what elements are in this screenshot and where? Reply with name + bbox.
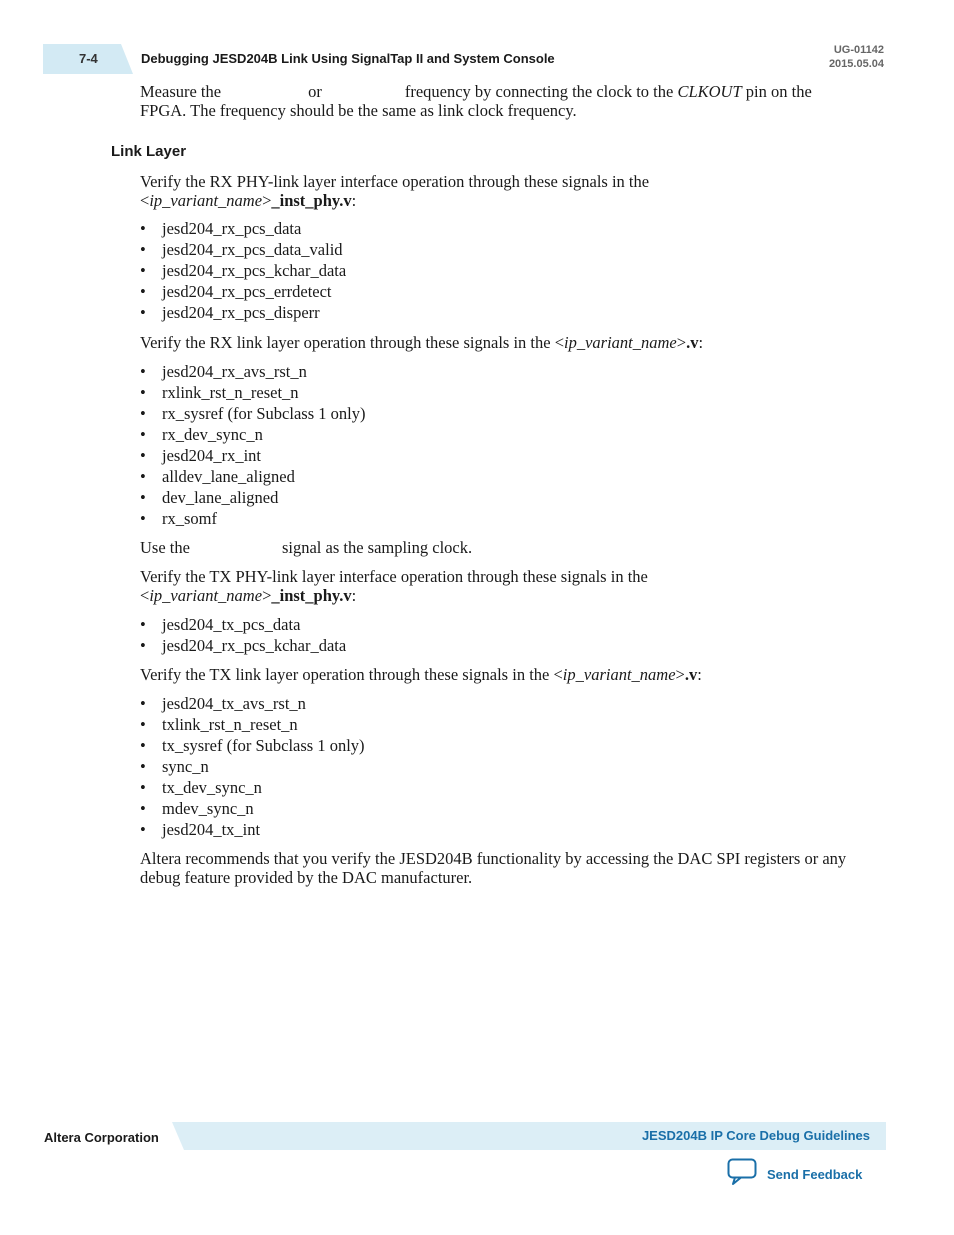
intro-text-d: pin on the [745, 82, 812, 101]
clkout-pin: CLKOUT [677, 82, 742, 101]
rx-link-text: Verify the RX link layer operation through these signals in the < [140, 333, 565, 352]
list-item: • alldev_lane_aligned [140, 466, 365, 487]
list-item: • tx_sysref (for Subclass 1 only) [140, 735, 365, 756]
list-item: • jesd204_rx_pcs_disperr [140, 302, 346, 323]
gt-sign: > [262, 191, 272, 210]
document-id: UG-01142 [833, 44, 884, 56]
tx-phy-intro-line-2 [140, 586, 356, 605]
intro-text-b: or [308, 82, 322, 101]
list-item: • jesd204_rx_pcs_errdetect [140, 281, 346, 302]
file-name: _inst_phy.v [271, 191, 352, 210]
file-name: _inst_phy.v [271, 586, 352, 605]
list-item: • jesd204_rx_pcs_kchar_data [140, 635, 346, 656]
tx-link-text: Verify the TX link layer operation through these signals in the < [140, 665, 563, 684]
list-item: • tx_dev_sync_n [140, 777, 365, 798]
page-number: 7-4 [79, 51, 98, 66]
speech-bubble-icon [727, 1158, 757, 1191]
list-item: • rxlink_rst_n_reset_n [140, 382, 365, 403]
list-item: • jesd204_rx_int [140, 445, 365, 466]
list-item: • mdev_sync_n [140, 798, 365, 819]
list-item: • jesd204_rx_pcs_data [140, 218, 346, 239]
list-item: • rx_somf [140, 508, 365, 529]
list-item: • rx_dev_sync_n [140, 424, 365, 445]
sampling-text-a: Use the [140, 538, 190, 557]
tx-link-intro [140, 665, 702, 684]
variant-name: ip_variant_name [562, 665, 676, 684]
rx-phy-intro-line-1: Verify the RX PHY-link layer interface operation through these signals in the [140, 172, 650, 191]
variant-name: ip_variant_name [564, 333, 677, 352]
list-item: • rx_sysref (for Subclass 1 only) [140, 403, 365, 424]
gt-sign: > [676, 333, 687, 352]
list-item: • jesd204_rx_avs_rst_n [140, 361, 365, 382]
gt-sign: > [675, 665, 685, 684]
closing-line-1: Altera recommends that you verify the JESD204B functionality by accessing the DAC SPI registers or any [140, 849, 847, 868]
list-item: • dev_lane_aligned [140, 487, 365, 508]
intro-line-2: FPGA. The frequency should be the same as link clock frequency. [140, 101, 577, 120]
send-feedback-label: Send Feedback [767, 1167, 863, 1182]
document-info [829, 43, 884, 71]
intro-text-a: Measure the [140, 82, 222, 101]
colon: : [697, 665, 702, 684]
chapter-title: Debugging JESD204B Link Using SignalTap II and System Console [141, 51, 555, 66]
rx-link-signal-list [140, 361, 365, 529]
rx-link-intro [140, 333, 703, 352]
lt-sign: < [140, 586, 150, 605]
rx-phy-signal-list [140, 218, 346, 323]
list-item: • jesd204_tx_pcs_data [140, 614, 346, 635]
sampling-clock-note [140, 538, 472, 557]
list-item: • jesd204_tx_int [140, 819, 365, 840]
tx-link-signal-list [140, 693, 365, 840]
list-item: • jesd204_rx_pcs_data_valid [140, 239, 346, 260]
colon: : [351, 191, 357, 210]
variant-name: ip_variant_name [149, 586, 263, 605]
file-name: .v [686, 333, 699, 352]
tx-phy-signal-list [140, 614, 346, 656]
intro-text-c: frequency by connecting the clock to the [404, 82, 674, 101]
document-date: 2015.05.04 [828, 58, 884, 70]
file-name: .v [684, 665, 698, 684]
intro-line-1 [140, 82, 812, 101]
list-item: • txlink_rst_n_reset_n [140, 714, 365, 735]
variant-name: ip_variant_name [149, 191, 263, 210]
list-item: • jesd204_rx_pcs_kchar_data [140, 260, 346, 281]
list-item: • jesd204_tx_avs_rst_n [140, 693, 365, 714]
footer-guide-title: JESD204B IP Core Debug Guidelines [641, 1128, 870, 1143]
lt-sign: < [140, 191, 150, 210]
rx-phy-intro-line-2 [140, 191, 356, 210]
gt-sign: > [262, 586, 272, 605]
tx-phy-intro-line-1: Verify the TX PHY-link layer interface operation through these signals in the [140, 567, 648, 586]
list-item: • sync_n [140, 756, 365, 777]
colon: : [351, 586, 357, 605]
footer-company: Altera Corporation [44, 1130, 159, 1145]
colon: : [698, 333, 704, 352]
section-heading: Link Layer [111, 143, 187, 160]
sampling-text-b: signal as the sampling clock. [281, 538, 473, 557]
send-feedback-link[interactable] [727, 1158, 862, 1191]
closing-line-2: debug feature provided by the DAC manufacturer. [140, 868, 473, 887]
